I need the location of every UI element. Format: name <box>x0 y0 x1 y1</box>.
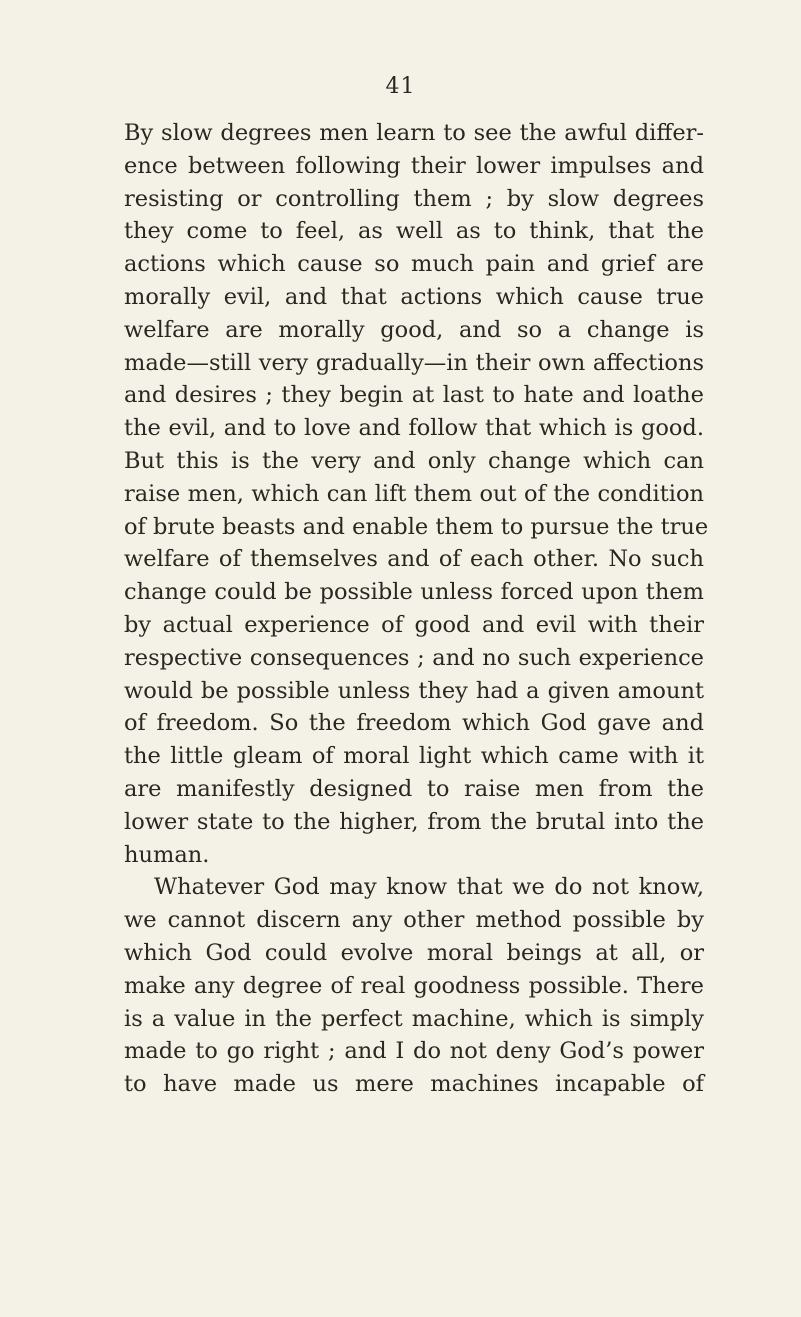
text-line: would be possible unless they had a given amount <box>124 677 704 704</box>
text-line: of brute beasts and enable them to pursue the true <box>124 513 709 540</box>
body-text <box>124 117 709 1101</box>
text-line: made to go right ; and I do not deny God’s power <box>124 1038 704 1065</box>
text-line: change could be possible unless forced upon them <box>124 579 704 606</box>
text-line: ence between following their lower impulses and <box>124 152 704 179</box>
text-line: which God could evolve moral beings at all, or <box>124 939 704 966</box>
text-line: the evil, and to love and follow that which is good. <box>124 415 704 442</box>
text-line: raise men, which can lift them out of the condition <box>124 480 704 507</box>
text-line: By slow degrees men learn to see the awful differ- <box>124 120 704 146</box>
text-line: we cannot discern any other method possible by <box>124 907 704 934</box>
text-line: to have made us mere machines incapable of <box>124 1071 704 1098</box>
paragraph-1 <box>124 117 709 871</box>
text-line: made—still very gradually—in their own affections <box>124 349 704 376</box>
text-line: of freedom. So the freedom which God gave and <box>124 710 704 737</box>
text-line: and desires ; they begin at last to hate and loathe <box>124 382 704 409</box>
text-line: make any degree of real goodness possible. There <box>124 972 704 999</box>
paragraph-2 <box>124 871 704 1101</box>
text-line: actions which cause so much pain and grief are <box>124 251 704 278</box>
text-line: welfare of themselves and of each other. No such <box>124 546 704 573</box>
text-line: by actual experience of good and evil with their <box>124 611 704 638</box>
text-line: are manifestly designed to raise men from the <box>124 775 704 802</box>
page-number: 41 <box>385 74 416 99</box>
text-line: resisting or controlling them ; by slow degrees <box>124 185 704 212</box>
text-line: But this is the very and only change which can <box>124 447 704 474</box>
text-line: the little gleam of moral light which came with it <box>124 743 704 770</box>
text-line: welfare are morally good, and so a change is <box>124 316 704 343</box>
text-line: they come to feel, as well as to think, that the <box>124 218 704 245</box>
text-line: Whatever God may know that we do not know, <box>154 874 704 901</box>
text-line: morally evil, and that actions which cause true <box>124 283 704 310</box>
text-line: is a value in the perfect machine, which is simply <box>124 1005 704 1032</box>
text-line: lower state to the higher, from the brutal into the <box>124 808 704 835</box>
text-line: respective consequences ; and no such experience <box>124 644 704 671</box>
text-line: human. <box>124 841 210 868</box>
